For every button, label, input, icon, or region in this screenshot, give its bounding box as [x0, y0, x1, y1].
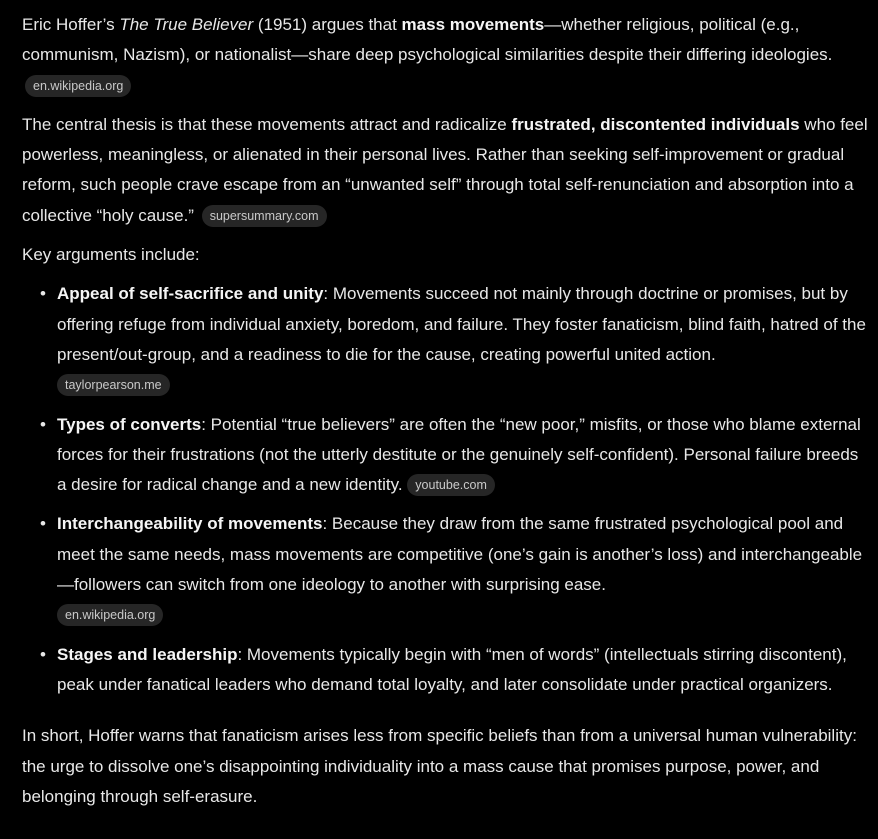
intro-year-text: (1951) argues that	[253, 15, 402, 34]
source-chip[interactable]: taylorpearson.me	[57, 374, 170, 396]
conclusion-paragraph: In short, Hoffer warns that fanaticism arises less from specific beliefs than from a universal human vulnerability: the urge to dissolve one’s disappointing individuality into a mass cause that promises purpose, power, and belonging through self-erasure.	[22, 726, 857, 806]
list-item	[40, 410, 870, 501]
argument-title: Appeal of self-sacrifice and unity	[57, 284, 324, 304]
bullet: •	[40, 514, 46, 534]
list-item	[40, 279, 870, 400]
intro-prefix: Eric Hoffer’s	[22, 15, 120, 34]
intro-rest: —whether religious, political (e.g., communism, Nazism), or nationalist—share deep psychological similarities despite their differing ideologies.	[22, 15, 833, 65]
source-chip[interactable]: youtube.com	[407, 474, 495, 496]
key-arguments-intro: Key arguments include:	[22, 245, 200, 265]
argument-text: : Because they draw from the same frustrated psychological pool and meet the same needs, mass movements are competitive (one’s gain is another’s loss) and interchangeable—followers can switch from one ideology to another with surprising ease.	[57, 514, 863, 595]
list-item	[40, 509, 870, 630]
arguments-list	[22, 279, 870, 700]
source-chip[interactable]: supersummary.com	[202, 205, 327, 227]
thesis-bold: frustrated, discontented individuals	[511, 114, 800, 134]
argument-text: : Movements succeed not mainly through doctrine or promises, but by offering refuge from individual anxiety, boredom, and failure. They foster fanaticism, blind faith, hatred of the present/out-group, and a readiness to die for the cause, creating powerful united action.	[57, 284, 866, 364]
thesis-prefix: The central thesis is that these movements attract and radicalize	[22, 114, 512, 134]
argument-title: Types of converts	[57, 414, 202, 434]
bullet: •	[40, 414, 46, 434]
source-chip[interactable]: en.wikipedia.org	[57, 604, 163, 626]
argument-title: Interchangeability of movements	[57, 514, 323, 534]
list-item	[40, 640, 870, 701]
intro-paragraph	[22, 10, 870, 101]
source-chip[interactable]: en.wikipedia.org	[25, 75, 131, 97]
argument-title: Stages and leadership	[57, 644, 238, 664]
argument-text: : Movements typically begin with “men of words” (intellectuals stirring discontent), peak under fanatical leaders who demand total loyalty, and later consolidate under practical organizers.	[57, 644, 847, 694]
argument-text: : Potential “true believers” are often the “new poor,” misfits, or those who blame external forces for their frustrations (not the utterly destitute or the genuinely self-confident). Personal failure breeds a desire for radical change and a new identity.	[57, 414, 861, 495]
book-title: The True Believer	[119, 15, 254, 34]
intro-bold: mass movements	[401, 15, 545, 34]
thesis-paragraph	[22, 110, 870, 231]
thesis-rest: who feel powerless, meaningless, or alienated in their personal lives. Rather than seeking self-improvement or gradual reform, such people crave escape from an “unwanted self” through total self-renunciation and absorption into a collective “holy cause.”	[22, 114, 868, 225]
bullet: •	[40, 284, 46, 304]
bullet: •	[40, 644, 46, 664]
